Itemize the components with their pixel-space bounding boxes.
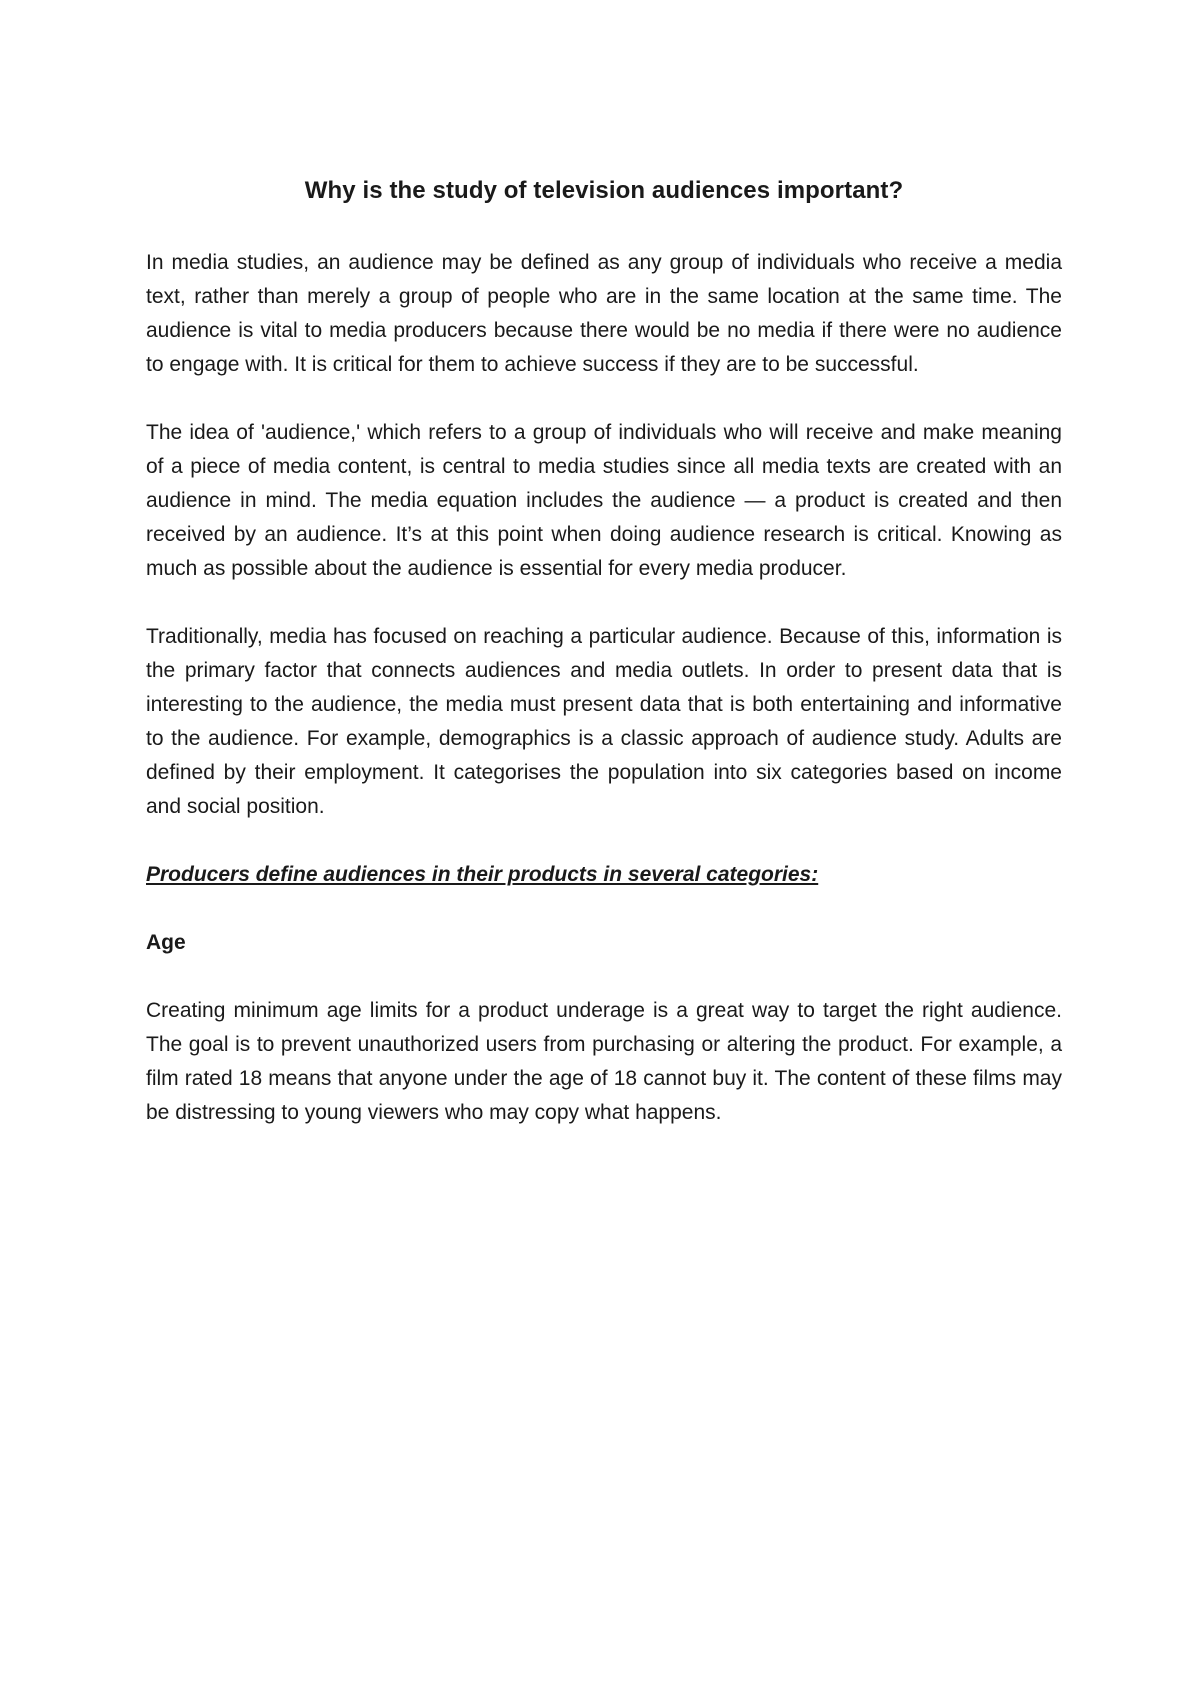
section-heading-age: Age: [146, 931, 186, 954]
categories-subheading: Producers define audiences in their products in several categories:: [146, 863, 819, 886]
paragraph-audience-definition: In media studies, an audience may be defined as any group of individuals who receive a media text, rather than merely a group of people who are in the same location at the same time. The audience is vital to media producers because there would be no media if there were no audience to engage with. It is critical for them to achieve success if they are to be successful.: [146, 251, 1062, 376]
document-title: Why is the study of television audiences important?: [304, 177, 904, 204]
paragraph-traditional-media: Traditionally, media has focused on reaching a particular audience. Because of this, information is the primary factor that connects audiences and media outlets. In order to present data that is interesting to the audience, the media must present data that is both entertaining and informative to the audience. For example, demographics is a classic approach of audience study. Adults are defined by their employment. It categorises the population into six categories based on income and social position.: [146, 625, 1062, 818]
paragraph-audience-idea: The idea of 'audience,' which refers to a group of individuals who will receive and make meaning of a piece of media content, is central to media studies since all media texts are created with an audience in mind. The media equation includes the audience — a product is created and then received by an audience. It’s at this point when doing audience research is critical. Knowing as much as possible about the audience is essential for every media producer.: [146, 421, 1062, 580]
paragraph-age-limits: Creating minimum age limits for a product underage is a great way to target the right audience. The goal is to prevent unauthorized users from purchasing or altering the product. For example, a film rated 18 means that anyone under the age of 18 cannot buy it. The content of these films may be distressing to young viewers who may copy what happens.: [146, 999, 1062, 1124]
document-body: [146, 176, 1062, 1164]
